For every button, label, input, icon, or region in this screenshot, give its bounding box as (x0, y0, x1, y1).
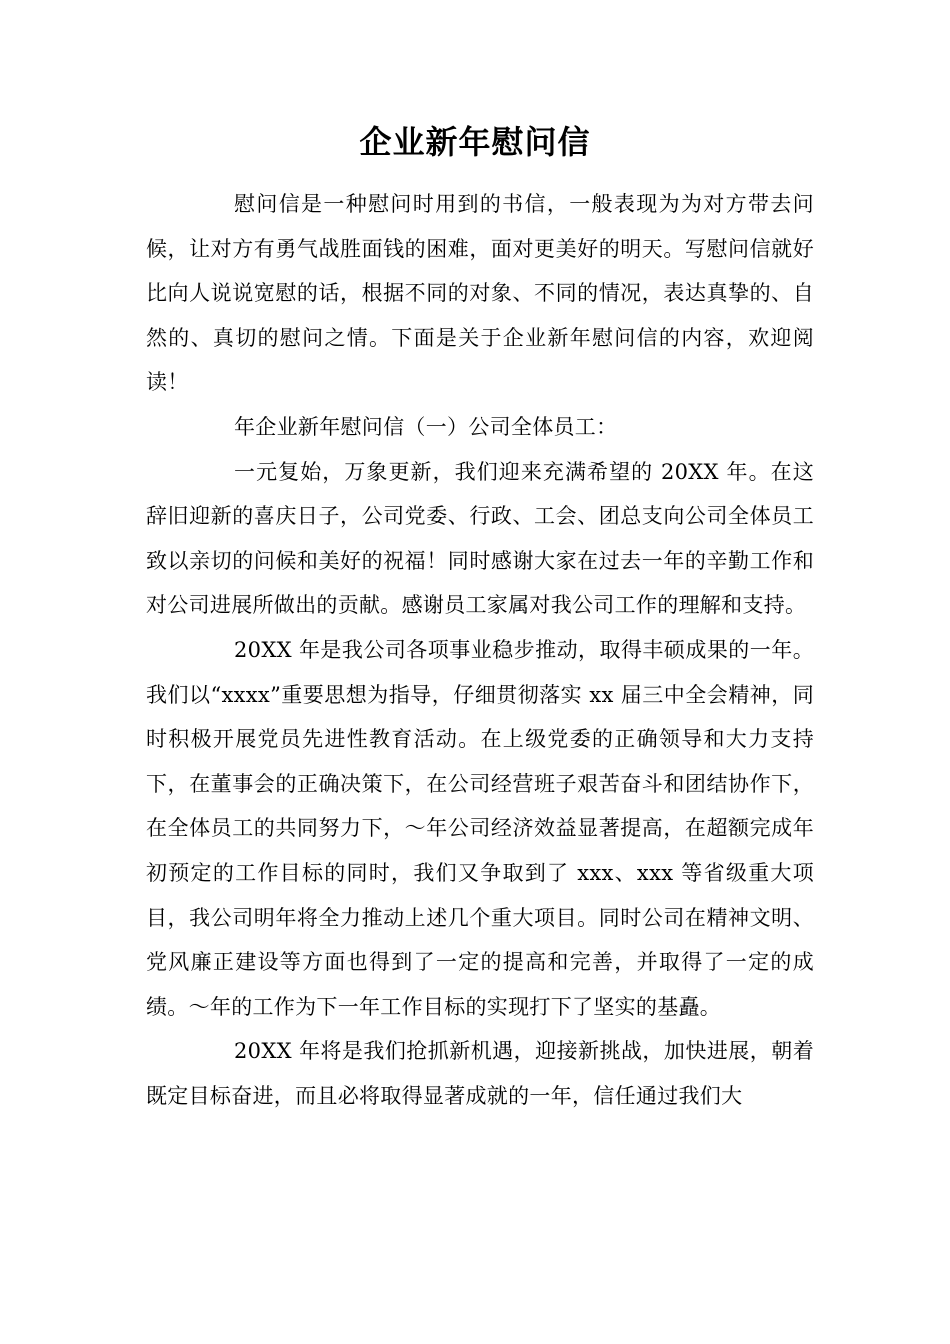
paragraph-review: 20XX 年是我公司各项事业稳步推动，取得丰硕成果的一年。我们以“xxxx”重要思想为指导，仔细贯彻落实 xx 届三中全会精神，同时积极开展党员先进性教育活动。在上级党委的正确领导和大力支持下，在董事会的正确决策下，在公司经营班子艰苦奋斗和团结协作下，在全体员工的共同努力下，～年公司经济效益显著提高，在超额完成年初预定的工作目标的同时，我们又争取到了 xxx、xxx 等省级重大项目，我公司明年将全力推动上述几个重大项目。同时公司在精神文明、党风廉正建设等方面也得到了一定的提高和完善，并取得了一定的成绩。～年的工作为下一年工作目标的实现打下了坚实的基矗。 (146, 637, 814, 1019)
document-title: 企业新年慰问信 (359, 123, 591, 161)
paragraph-intro: 慰问信是一种慰问时用到的书信，一般表现为为对方带去问候，让对方有勇气战胜面钱的困难，面对更美好的明天。写慰问信就好比向人说说宽慰的话，根据不同的对象、不同的情况，表达真挚的、自然的、真切的慰问之情。下面是关于企业新年慰问信的内容，欢迎阅读！ (146, 192, 814, 395)
paragraph-outlook: 20XX 年将是我们抢抓新机遇，迎接新挑战，加快进展，朝着既定目标奋进，而且必将取得显著成就的一年，信任通过我们大 (146, 1039, 814, 1108)
document-body (146, 182, 814, 1118)
paragraph-greeting: 一元复始，万象更新，我们迎来充满希望的 20XX 年。在这辞旧迎新的喜庆日子，公司党委、行政、工会、团总支向公司全体员工致以亲切的问候和美好的祝福！同时感谢大家在过去一年的辛勤工作和对公司进展所做出的贡献。感谢员工家属对我公司工作的理解和支持。 (146, 459, 814, 618)
paragraph-salutation: 年企业新年慰问信（一）公司全体员工： (234, 414, 618, 439)
